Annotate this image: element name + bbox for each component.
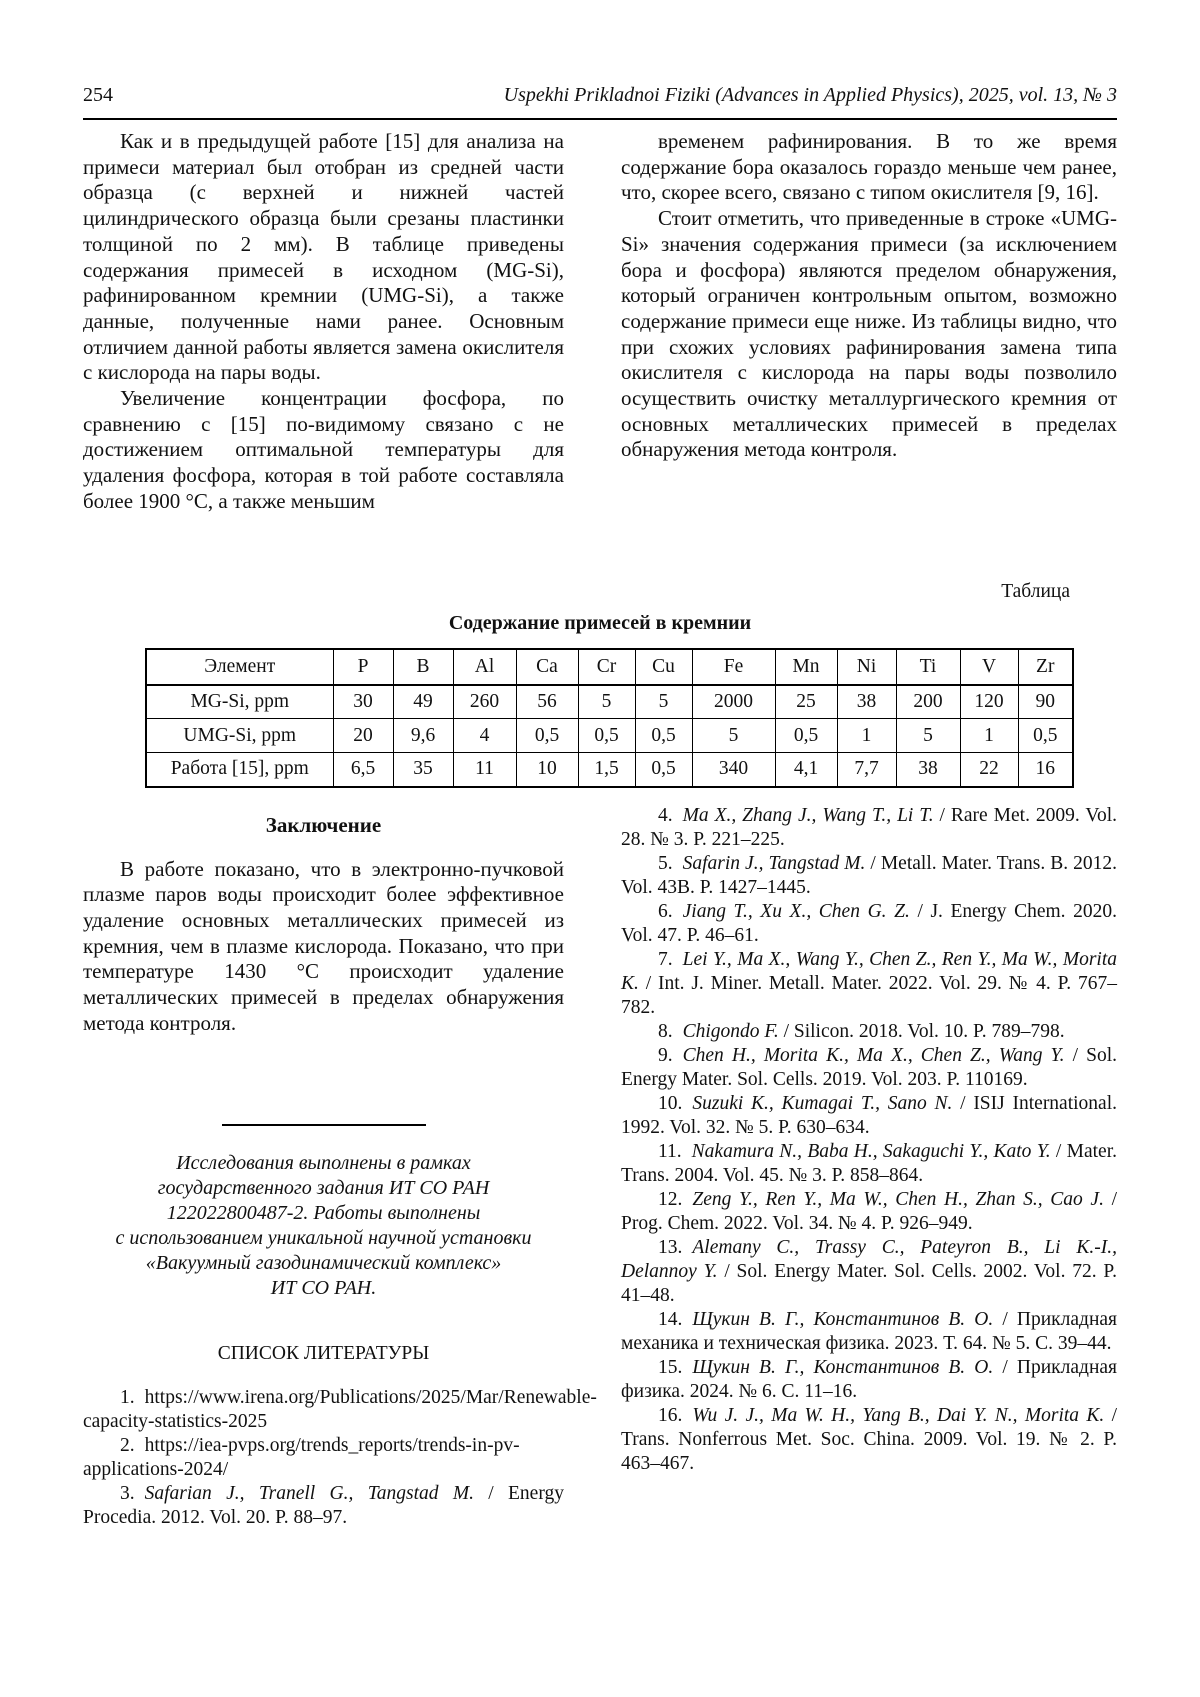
conclusion-paragraph: В работе показано, что в электронно-пучковой плазме паров воды происходит более эффективное удаление основных металлических примесей из кремния, чем в плазме кислорода. Показано, что при температуре 1430 °C происходит удаление металлических примесей в пределах обнаружения метода контроля. bbox=[83, 856, 564, 1035]
reference-text: / Sol. Energy Mater. Sol. Cells. 2002. Vol. 72. P. 41–48. bbox=[621, 1260, 1117, 1306]
reference-item bbox=[621, 1356, 1117, 1404]
reference-text: / ISIJ International. 1992. Vol. 32. № 5. P. 630–634. bbox=[621, 1092, 1117, 1138]
acknowledgment-line: ИТ СО РАН. bbox=[270, 1277, 377, 1300]
table-header-cell: P bbox=[333, 649, 393, 685]
table-cell: 0,5 bbox=[635, 753, 692, 787]
table-row bbox=[146, 685, 1073, 719]
column-left-bottom bbox=[83, 804, 597, 1531]
table-cell: 340 bbox=[692, 753, 775, 787]
table-cell: 38 bbox=[896, 753, 960, 787]
table-cell: 0,5 bbox=[775, 719, 837, 753]
reference-text: / Prog. Chem. 2022. Vol. 34. № 4. P. 926–949. bbox=[621, 1188, 1117, 1234]
reference-item bbox=[83, 1386, 597, 1434]
reference-text: / Mater. Trans. 2004. Vol. 45. № 3. P. 858–864. bbox=[621, 1140, 1117, 1186]
table-cell: 11 bbox=[453, 753, 516, 787]
reference-item bbox=[83, 1434, 564, 1482]
reference-item bbox=[621, 1188, 1117, 1236]
table-cell: 25 bbox=[775, 685, 837, 719]
table-cell: 260 bbox=[453, 685, 516, 719]
reference-number: 10. bbox=[658, 1092, 683, 1114]
acknowledgment-line: 122022800487-2. Работы выполнены bbox=[166, 1202, 481, 1225]
reference-text: / Energy Procedia. 2012. Vol. 20. P. 88–97. bbox=[83, 1483, 564, 1529]
reference-authors: Щукин В. Г., Константинов В. О. bbox=[692, 1308, 1003, 1330]
table-cell: MG-Si, ppm bbox=[146, 685, 333, 719]
table-cell: UMG-Si, ppm bbox=[146, 719, 333, 753]
acknowledgment-rule bbox=[222, 1124, 426, 1126]
reference-item bbox=[621, 1236, 1117, 1308]
table-header-cell: Cu bbox=[635, 649, 692, 685]
references-list-right bbox=[621, 804, 1117, 1476]
reference-text: https://www.irena.org/Publications/2025/Mar/Renewable-capacity-statistics-2025 bbox=[83, 1387, 597, 1433]
table-cell: 4 bbox=[453, 719, 516, 753]
reference-number: 12. bbox=[658, 1188, 683, 1210]
reference-text: / Metall. Mater. Trans. B. 2012. Vol. 43B. P. 1427–1445. bbox=[621, 852, 1118, 898]
reference-number: 6. bbox=[658, 900, 673, 922]
reference-number: 8. bbox=[658, 1020, 673, 1042]
table-header-row bbox=[146, 649, 1073, 685]
reference-item bbox=[621, 1020, 1117, 1044]
table-header-cell: Ti bbox=[896, 649, 960, 685]
conclusion-heading: Заключение bbox=[265, 812, 382, 837]
table-cell: 200 bbox=[896, 685, 960, 719]
running-head bbox=[83, 84, 1117, 107]
table-header-cell: Ni bbox=[837, 649, 896, 685]
reference-item bbox=[83, 1482, 564, 1530]
reference-text: / J. Energy Chem. 2020. Vol. 47. P. 46–61. bbox=[621, 900, 1117, 946]
reference-number: 14. bbox=[658, 1308, 683, 1330]
reference-authors: Wu J. J., Ma W. H., Yang B., Dai Y. N., Morita K. bbox=[692, 1404, 1112, 1426]
reference-item bbox=[621, 1404, 1117, 1476]
body-columns-bottom bbox=[83, 804, 1117, 1531]
impurity-table bbox=[145, 648, 1074, 788]
reference-number: 4. bbox=[658, 804, 673, 826]
table-cell: 0,5 bbox=[516, 719, 578, 753]
paragraph: Как и в предыдущей работе [15] для анализа на примеси материал был отобран из средней части образца (с верхней и нижней частей цилиндрического образца были срезаны пластинки толщиной по 2 мм). В таблице приведены содержания примесей в исходном (MG-Si), рафинированном кремнии (UMG-Si), а также данные, полученные нами ранее. Основным отличием данной работы является замена окислителя с кислорода на пары воды. bbox=[83, 129, 564, 385]
table-cell: 0,5 bbox=[578, 719, 635, 753]
table-cell: 38 bbox=[837, 685, 896, 719]
table-cell: 16 bbox=[1018, 753, 1073, 787]
table-cell: 5 bbox=[692, 719, 775, 753]
reference-authors: Safarian J., Tranell G., Tangstad M. bbox=[144, 1483, 489, 1505]
table-cell: 0,5 bbox=[1018, 719, 1073, 753]
table-header-cell: V bbox=[960, 649, 1018, 685]
reference-authors: Щукин В. Г., Константинов В. О. bbox=[692, 1356, 1003, 1378]
reference-number: 16. bbox=[658, 1404, 683, 1426]
acknowledgment-line: Исследования выполнены в рамках bbox=[176, 1152, 471, 1175]
reference-number: 13. bbox=[658, 1236, 683, 1258]
references-list-left bbox=[83, 1386, 597, 1530]
acknowledgment-line: «Вакуумный газодинамический комплекс» bbox=[145, 1252, 502, 1275]
reference-authors: Chigondo F. bbox=[682, 1020, 784, 1042]
reference-text: / Sol. Energy Mater. Sol. Cells. 2019. Vol. 203. P. 110169. bbox=[621, 1044, 1117, 1090]
table-section bbox=[83, 581, 1117, 788]
reference-number: 9. bbox=[658, 1044, 673, 1066]
journal-title: Uspekhi Prikladnoi Fiziki (Advances in Applied Physics), 2025, vol. 13, № 3 bbox=[503, 84, 1117, 106]
reference-authors: Suzuki K., Kumagai T., Sano N. bbox=[692, 1092, 961, 1114]
paragraph: Увеличение концентрации фосфора, по сравнению с [15] по-видимому связано с не достижением оптимальной температуры для удаления фосфора, которая в той работе составляла более 1900 °C, а также меньшим bbox=[83, 386, 564, 513]
table-cell: 4,1 bbox=[775, 753, 837, 787]
reference-text: / Прикладная физика. 2024. № 6. С. 11–16. bbox=[621, 1356, 1117, 1402]
table-header-cell: Элемент bbox=[146, 649, 333, 685]
table-header-cell: Ca bbox=[516, 649, 578, 685]
table-cell: 20 bbox=[333, 719, 393, 753]
table-cell: 6,5 bbox=[333, 753, 393, 787]
reference-item bbox=[621, 900, 1117, 948]
reference-text: https://iea-pvps.org/trends_reports/trends-in-pv-applications-2024/ bbox=[83, 1435, 520, 1481]
reference-number: 15. bbox=[658, 1356, 683, 1378]
reference-number: 11. bbox=[658, 1140, 682, 1162]
table-header-cell: B bbox=[393, 649, 453, 685]
table-cell: 5 bbox=[896, 719, 960, 753]
reference-item bbox=[621, 1308, 1117, 1356]
reference-text: / Прикладная механика и техническая физика. 2023. Т. 64. № 5. С. 39–44. bbox=[621, 1308, 1117, 1354]
table-row bbox=[146, 753, 1073, 787]
reference-authors: Jiang T., Xu X., Chen G. Z. bbox=[682, 900, 918, 922]
reference-item bbox=[621, 1140, 1117, 1188]
reference-item bbox=[621, 804, 1117, 852]
table-cell: 120 bbox=[960, 685, 1018, 719]
reference-item bbox=[621, 948, 1117, 1020]
table-cell: 1 bbox=[960, 719, 1018, 753]
table-header-cell: Zr bbox=[1018, 649, 1073, 685]
table-label: Таблица bbox=[1001, 580, 1070, 602]
table-header-cell: Fe bbox=[692, 649, 775, 685]
reference-authors: Zeng Y., Ren Y., Ma W., Chen H., Zhan S., Cao J. bbox=[692, 1188, 1112, 1210]
table-cell: 2000 bbox=[692, 685, 775, 719]
paragraph: временем рафинирования. В то же время содержание бора оказалось гораздо меньше чем ранее, что, скорее всего, связано с типом окислителя [9, 16]. bbox=[621, 129, 1117, 205]
body-columns-top bbox=[83, 129, 1117, 515]
table-cell: 1,5 bbox=[578, 753, 635, 787]
table-cell: 5 bbox=[578, 685, 635, 719]
acknowledgment-line: государственного задания ИТ СО РАН bbox=[157, 1177, 490, 1200]
table-cell: 0,5 bbox=[635, 719, 692, 753]
table-header-cell: Cr bbox=[578, 649, 635, 685]
column-left-top bbox=[83, 129, 564, 515]
reference-number: 7. bbox=[658, 948, 673, 970]
header-rule bbox=[83, 118, 1117, 120]
table-cell: 1 bbox=[837, 719, 896, 753]
table-title: Содержание примесей в кремнии bbox=[448, 611, 752, 634]
table-header-cell: Al bbox=[453, 649, 516, 685]
table-cell: 49 bbox=[393, 685, 453, 719]
reference-text: / Rare Met. 2009. Vol. 28. № 3. P. 221–225. bbox=[621, 804, 1117, 850]
references-heading: СПИСОК ЛИТЕРАТУРЫ bbox=[217, 1343, 430, 1365]
reference-text: / Trans. Nonferrous Met. Soc. China. 2009. Vol. 19. № 2. P. 463–467. bbox=[621, 1404, 1117, 1474]
reference-authors: Chen H., Morita K., Ma X., Chen Z., Wang Y. bbox=[682, 1044, 1073, 1066]
table-cell: Работа [15], ppm bbox=[146, 753, 333, 787]
reference-number: 1. bbox=[120, 1387, 135, 1409]
reference-authors: Safarin J., Tangstad M. bbox=[682, 852, 871, 874]
table-header-cell: Mn bbox=[775, 649, 837, 685]
table-cell: 56 bbox=[516, 685, 578, 719]
reference-item bbox=[621, 1092, 1117, 1140]
reference-authors: Nakamura N., Baba H., Sakaguchi Y., Kato Y. bbox=[691, 1140, 1056, 1162]
reference-number: 5. bbox=[658, 852, 673, 874]
table-cell: 9,6 bbox=[393, 719, 453, 753]
reference-text: / Silicon. 2018. Vol. 10. P. 789–798. bbox=[783, 1020, 1065, 1042]
reference-authors: Ma X., Zhang J., Wang T., Li T. bbox=[682, 804, 940, 826]
reference-number: 3. bbox=[120, 1483, 135, 1505]
reference-authors: Lei Y., Ma X., Wang Y., Chen Z., Ren Y., Ma W., Morita K. bbox=[621, 948, 1117, 994]
reference-number: 2. bbox=[120, 1435, 135, 1457]
acknowledgment bbox=[83, 1151, 564, 1301]
table-cell: 5 bbox=[635, 685, 692, 719]
acknowledgment-line: с использованием уникальной научной установки bbox=[115, 1227, 532, 1250]
table-cell: 90 bbox=[1018, 685, 1073, 719]
paragraph: Стоит отметить, что приведенные в строке «UMG-Si» значения содержания примеси (за исключением бора и фосфора) являются пределом обнаружения, который ограничен контрольным опытом, возможно содержание примеси еще ниже. Из таблицы видно, что при схожих условиях рафинирования замена типа окислителя с кислорода на пары воды позволило осуществить очистку металлургического кремния от основных металлических примесей в пределах обнаружения метода контроля. bbox=[621, 206, 1117, 462]
table-cell: 30 bbox=[333, 685, 393, 719]
table-cell: 35 bbox=[393, 753, 453, 787]
reference-authors: Alemany C., Trassy C., Pateyron B., Li K.-I., Delannoy Y. bbox=[621, 1236, 1117, 1282]
page-number: 254 bbox=[83, 84, 113, 106]
reference-text: / Int. J. Miner. Metall. Mater. 2022. Vol. 29. № 4. P. 767–782. bbox=[621, 972, 1117, 1018]
reference-item bbox=[621, 1044, 1117, 1092]
column-right-bottom bbox=[621, 804, 1117, 1531]
table-row bbox=[146, 719, 1073, 753]
column-right-top bbox=[621, 129, 1117, 515]
table-cell: 22 bbox=[960, 753, 1018, 787]
table-cell: 7,7 bbox=[837, 753, 896, 787]
reference-item bbox=[621, 852, 1117, 900]
table-cell: 10 bbox=[516, 753, 578, 787]
